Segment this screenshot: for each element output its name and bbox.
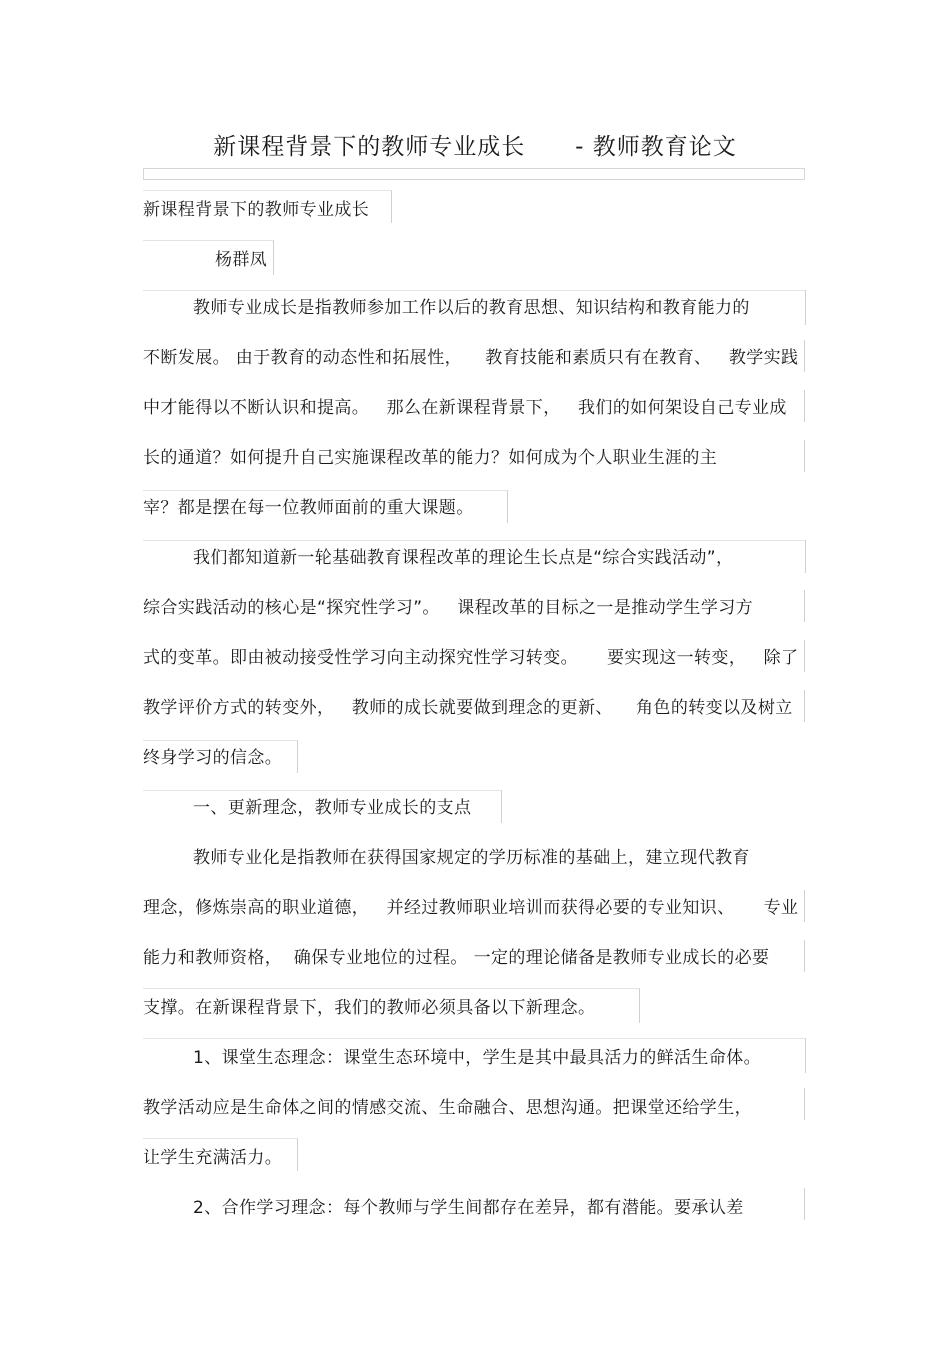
cell-border [804,1088,805,1120]
cell-border [804,390,805,422]
document-title: 新课程背景下的教师专业成长 - 教师教育论文 [213,134,737,160]
paragraph-line: 理念，修炼崇高的职业道德， 并经过教师职业培训而获得必要的专业知识、 专业 [143,898,799,918]
paragraph-line: 宰？都是摆在每一位教师面前的重大课题。 [143,498,474,518]
subtitle: 新课程背景下的教师专业成长 [143,200,370,220]
paragraph-line: 教学活动应是生命体之间的情感交流、生命融合、思想沟通。把课堂还给学生， [143,1098,752,1118]
cell-border [804,590,805,622]
paragraph-line: 式的变革。即由被动接受性学习向主动探究性学习转变。 要实现这一转变， 除了 [143,648,799,668]
cell-border [804,890,805,922]
paragraph-line: 2、合作学习理念：每个教师与学生间都存在差异，都有潜能。要承认差 [193,1198,744,1218]
paragraph-line: 不断发展。 由于教育的动态性和拓展性， 教育技能和素质只有在教育、 教学实践 [143,348,799,368]
cell-border [804,1188,805,1220]
paragraph-line: 支撑。在新课程背景下，我们的教师必须具备以下新理念。 [143,998,596,1018]
author: 杨群凤 [215,250,268,270]
section-heading: 一、更新理念，教师专业成长的支点 [193,798,472,818]
cell-border [804,640,805,672]
paragraph-line: 我们都知道新一轮基础教育课程改革的理论生长点是“综合实践活动”， [193,548,734,568]
paragraph-line: 中才能得以不断认识和提高。 那么在新课程背景下， 我们的如何架设自己专业成 [143,398,787,418]
cell-border [804,690,805,722]
cell-border [804,340,805,372]
paragraph-line: 能力和教师资格， 确保专业地位的过程。 一定的理论储备是教师专业成长的必要 [143,948,770,968]
cell-border [804,440,805,472]
paragraph-line: 综合实践活动的核心是“探究性学习”。 课程改革的目标之一是推动学生学习方 [143,598,754,618]
paragraph-line: 让学生充满活力。 [143,1148,283,1168]
paragraph-line: 教师专业成长是指教师参加工作以后的教育思想、知识结构和教育能力的 [193,298,750,318]
title-divider [143,168,805,180]
paragraph-line: 长的通道？如何提升自己实施课程改革的能力？如何成为个人职业生涯的主 [143,448,718,468]
paragraph-line: 终身学习的信念。 [143,748,283,768]
paragraph-line: 教学评价方式的转变外， 教师的成长就要做到理念的更新、 角色的转变以及树立 [143,698,793,718]
paragraph-line: 教师专业化是指教师在获得国家规定的学历标准的基础上，建立现代教育 [193,848,750,868]
paragraph-line: 1、课堂生态理念：课堂生态环境中，学生是其中最具活力的鲜活生命体。 [193,1048,762,1068]
cell-border [804,940,805,972]
